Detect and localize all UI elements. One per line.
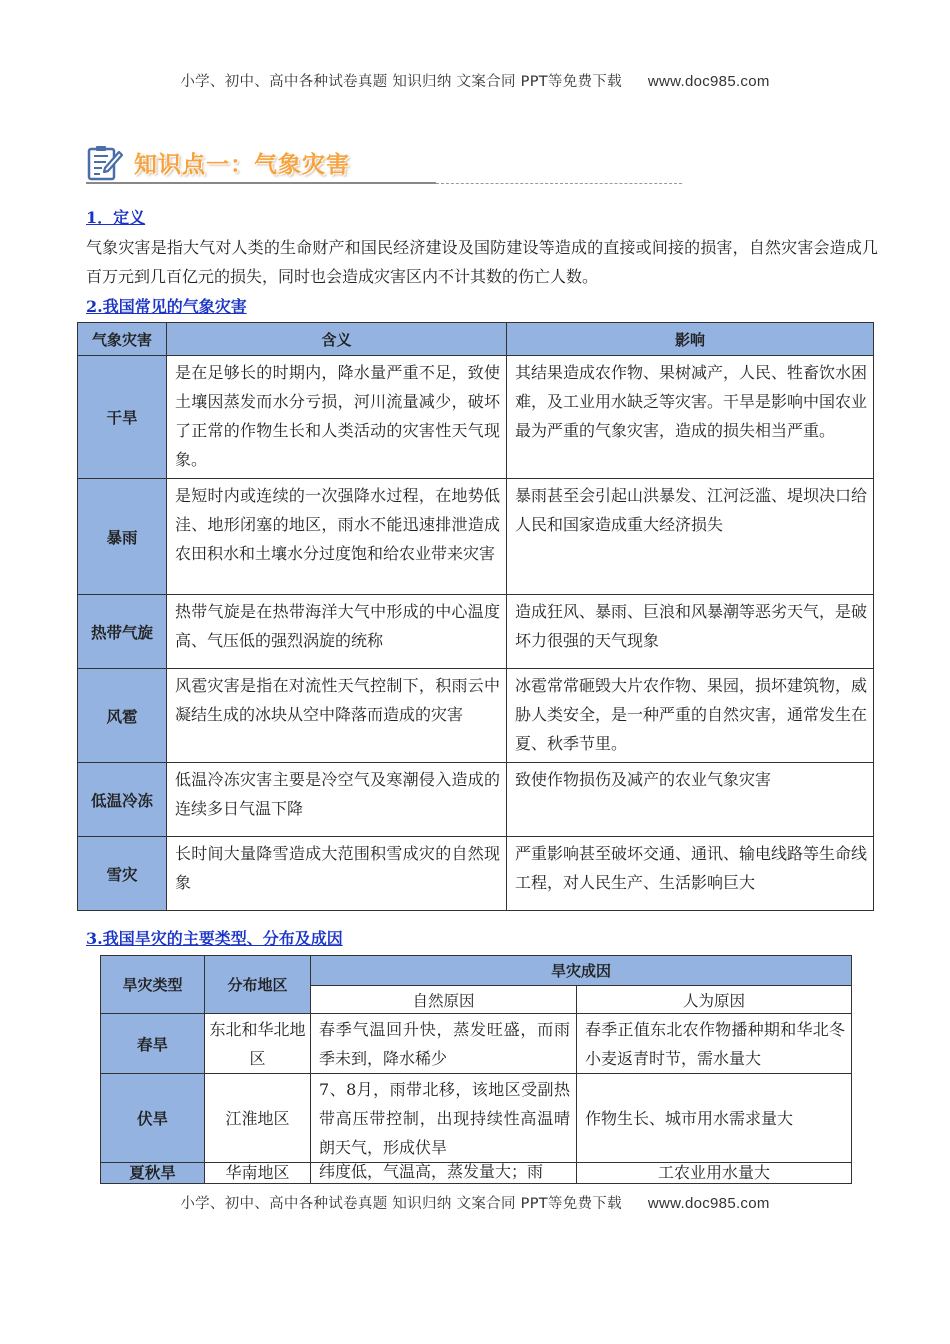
col-header-meaning: 含义	[167, 323, 507, 356]
drought-region: 江淮地区	[205, 1074, 311, 1163]
table-header-row	[101, 956, 852, 986]
table-row	[101, 1163, 852, 1184]
notepad-pencil-icon	[86, 144, 124, 182]
disaster-meaning: 是短时内或连续的一次强降水过程，在地势低洼、地形闭塞的地区，雨水不能迅速排泄造成农田积水和土壤水分过度饱和给农业带来灾害	[167, 479, 507, 595]
page-footer	[0, 1192, 950, 1213]
drought-human: 作物生长、城市用水需求量大	[577, 1074, 852, 1163]
table-row	[78, 763, 874, 837]
col-header-cause: 旱灾成因	[311, 956, 852, 986]
footer-text: 小学、初中、高中各种试卷真题 知识归纳 文案合同 PPT等免费下载	[180, 1196, 622, 1212]
drought-natural: 7、8月，雨带北移，该地区受副热带高压带控制，出现持续性高温晴朗天气，形成伏旱	[311, 1074, 577, 1163]
table-row	[101, 1014, 852, 1074]
drought-type: 夏秋旱	[101, 1163, 205, 1184]
disaster-impact: 暴雨甚至会引起山洪暴发、江河泛滥、堤坝决口给人民和国家造成重大经济损失	[507, 479, 874, 595]
drought-natural: 纬度低，气温高，蒸发量大；雨	[311, 1163, 577, 1184]
disaster-name: 热带气旋	[78, 595, 167, 669]
disaster-impact: 冰雹常常砸毁大片农作物、果园，损坏建筑物，威胁人类安全，是一种严重的自然灾害，通常发生在夏、秋季节里。	[507, 669, 874, 763]
drought-table	[100, 955, 852, 1184]
disaster-name: 雪灾	[78, 837, 167, 911]
table-row	[78, 837, 874, 911]
disaster-meaning: 热带气旋是在热带海洋大气中形成的中心温度高、气压低的强烈涡旋的统称	[167, 595, 507, 669]
disaster-meaning: 低温冷冻灾害主要是冷空气及寒潮侵入造成的连续多日气温下降	[167, 763, 507, 837]
disaster-impact: 造成狂风、暴雨、巨浪和风暴潮等恶劣天气，是破坏力很强的天气现象	[507, 595, 874, 669]
col-header-impact: 影响	[507, 323, 874, 356]
footer-site[interactable]: www.doc985.com	[647, 1195, 770, 1212]
page-header	[0, 70, 950, 91]
table-row	[78, 356, 874, 479]
drought-natural: 春季气温回升快，蒸发旺盛，而雨季未到，降水稀少	[311, 1014, 577, 1074]
drought-human: 春季正值东北农作物播种期和华北冬小麦返青时节，需水量大	[577, 1014, 852, 1074]
table-row	[78, 479, 874, 595]
knowledge-title	[86, 142, 682, 186]
disaster-meaning: 是在足够长的时期内，降水量严重不足，致使土壤因蒸发而水分亏损，河川流量减少，破坏了正常的作物生长和人类活动的灾害性天气现象。	[167, 356, 507, 479]
col-header-natural: 自然原因	[311, 986, 577, 1014]
table-row	[78, 595, 874, 669]
header-text: 小学、初中、高中各种试卷真题 知识归纳 文案合同 PPT等免费下载	[180, 74, 622, 90]
drought-type: 春旱	[101, 1014, 205, 1074]
table-row	[101, 1074, 852, 1163]
disaster-meaning: 风雹灾害是指在对流性天气控制下，积雨云中凝结生成的冰块从空中降落而造成的灾害	[167, 669, 507, 763]
drought-region: 东北和华北地区	[205, 1014, 311, 1074]
drought-region: 华南地区	[205, 1163, 311, 1184]
section3-heading: 3.我国旱灾的主要类型、分布及成因	[86, 929, 343, 948]
disaster-impact: 严重影响甚至破坏交通、通讯、输电线路等生命线工程，对人民生产、生活影响巨大	[507, 837, 874, 911]
disaster-impact: 其结果造成农作物、果树减产，人民、牲畜饮水困难，及工业用水缺乏等灾害。干旱是影响中国农业最为严重的气象灾害，造成的损失相当严重。	[507, 356, 874, 479]
disaster-impact: 致使作物损伤及减产的农业气象灾害	[507, 763, 874, 837]
table-row	[78, 669, 874, 763]
table-header-row	[78, 323, 874, 356]
drought-type: 伏旱	[101, 1074, 205, 1163]
disaster-meaning: 长时间大量降雪造成大范围积雪成灾的自然现象	[167, 837, 507, 911]
page-title: 知识点一：气象灾害	[134, 152, 350, 178]
col-header-disaster: 气象灾害	[78, 323, 167, 356]
header-site[interactable]: www.doc985.com	[647, 73, 770, 90]
section1-body: 气象灾害是指大气对人类的生命财产和国民经济建设及国防建设等造成的直接或间接的损害，自然灾害会造成几百万元到几百亿元的损失，同时也会造成灾害区内不计其数的伤亡人数。	[86, 238, 878, 286]
section2-heading: 2.我国常见的气象灾害	[86, 297, 247, 316]
col-header-human: 人为原因	[577, 986, 852, 1014]
title-underline	[86, 182, 436, 184]
col-header-type: 旱灾类型	[101, 956, 205, 1014]
disaster-name: 暴雨	[78, 479, 167, 595]
title-dashed-line	[436, 183, 682, 184]
col-header-region: 分布地区	[205, 956, 311, 1014]
disaster-name: 干旱	[78, 356, 167, 479]
drought-human: 工农业用水量大	[577, 1163, 852, 1184]
disaster-table	[77, 322, 874, 911]
section1-heading: 1．定义	[86, 208, 146, 227]
disaster-name: 风雹	[78, 669, 167, 763]
disaster-name: 低温冷冻	[78, 763, 167, 837]
